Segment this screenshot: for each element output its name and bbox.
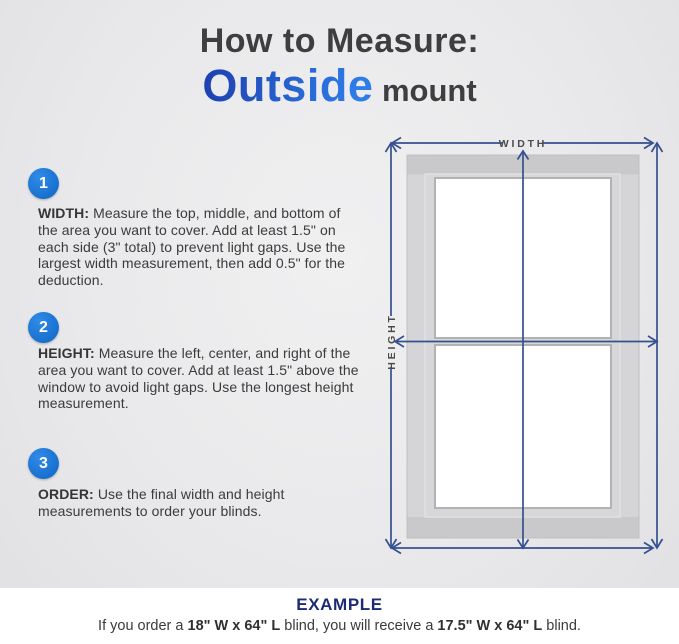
step-3-number-badge	[28, 448, 59, 479]
step-2-body: Measure the left, center, and right of the area you want to cover. Add at least 1.5" above the window to avoid light gaps. Use the longest height measurement.	[38, 345, 359, 412]
page-title	[0, 24, 679, 109]
step-3-text	[38, 486, 362, 520]
step-3-number: 3	[39, 454, 48, 472]
example-suffix: blind.	[542, 618, 581, 634]
example-middle: blind, you will receive a	[280, 618, 438, 634]
example-heading: EXAMPLE	[296, 595, 383, 614]
window-measurement-diagram	[370, 130, 670, 567]
title-highlight-outside: Outside	[202, 59, 374, 111]
step-3-lead: ORDER:	[38, 486, 94, 502]
title-line-1: How to Measure:	[199, 22, 480, 60]
window-diagram-svg	[370, 130, 670, 562]
title-line-2	[0, 59, 679, 111]
height-label: HEIGHT	[386, 313, 398, 370]
title-suffix-mount: mount	[373, 72, 477, 108]
step-1-lead: WIDTH:	[38, 205, 90, 221]
step-2-lead: HEIGHT:	[38, 345, 95, 361]
step-1-number: 1	[39, 174, 48, 192]
step-1-number-badge	[28, 168, 59, 199]
example-prefix: If you order a	[98, 618, 188, 634]
example-footer	[0, 588, 679, 644]
example-receive-size: 17.5" W x 64" L	[437, 618, 543, 634]
step-1-text	[38, 205, 362, 289]
width-label: WIDTH	[498, 137, 548, 150]
example-sentence	[0, 618, 679, 634]
step-3-body: Use the final width and height measurements to order your blinds.	[38, 486, 285, 519]
step-2-text	[38, 345, 362, 412]
step-2-number-badge	[28, 312, 59, 343]
step-1-body: Measure the top, middle, and bottom of the area you want to cover. Add at least 1.5" on each side (3" total) to prevent light gaps. Use the largest width measurement, then add 0.5" for the deduction.	[38, 205, 346, 289]
example-order-size: 18" W x 64" L	[187, 618, 281, 634]
step-2-number: 2	[39, 318, 48, 336]
